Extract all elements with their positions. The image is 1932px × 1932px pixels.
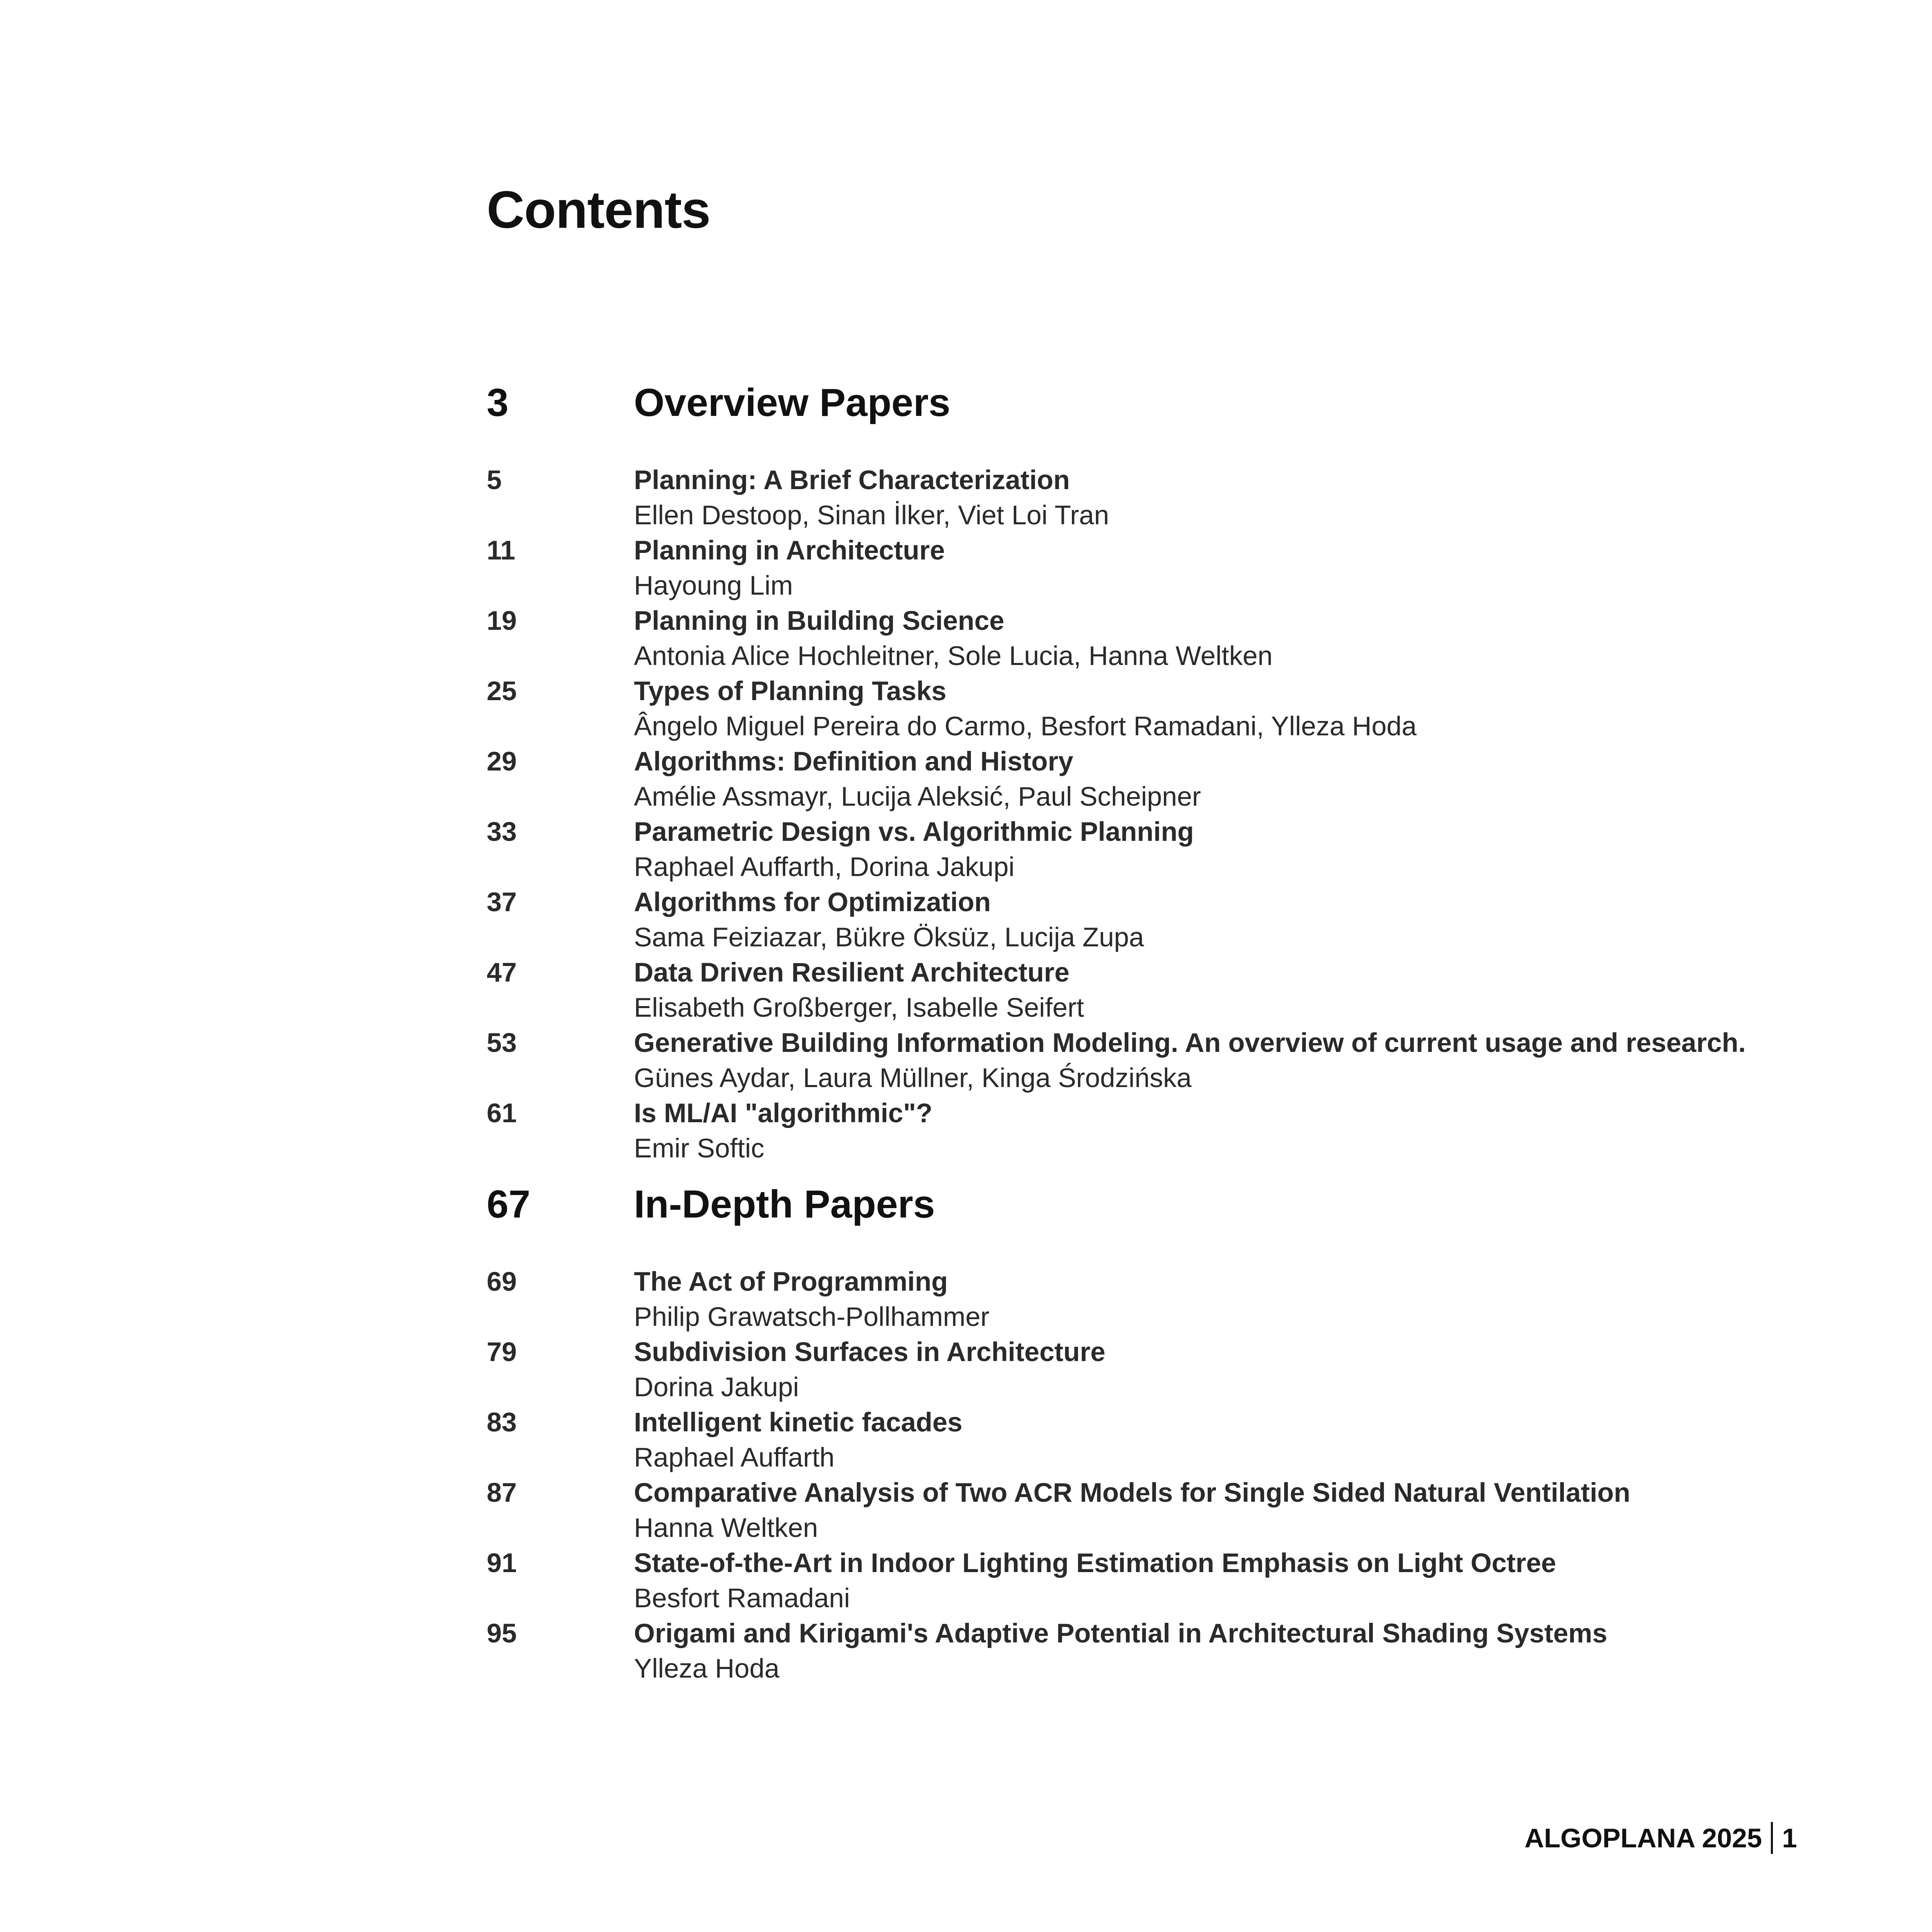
entry-authors: Emir Softic — [634, 1133, 765, 1163]
entry-authors: Philip Grawatsch-Pollhammer — [634, 1301, 990, 1332]
entry-authors: Besfort Ramadani — [634, 1583, 850, 1613]
toc-entry[interactable] — [487, 462, 1836, 532]
toc-section-overview — [487, 380, 1836, 1166]
entry-title: Algorithms: Definition and History — [634, 746, 1074, 776]
entry-authors: Raphael Auffarth, Dorina Jakupi — [634, 851, 1015, 882]
entry-page-number: 29 — [487, 746, 517, 776]
toc-entry[interactable] — [487, 1475, 1836, 1545]
entry-authors: Günes Aydar, Laura Müllner, Kinga Środzińska — [634, 1063, 1192, 1093]
entry-authors: Dorina Jakupi — [634, 1372, 799, 1402]
entry-page-number: 19 — [487, 605, 517, 636]
entry-title: Origami and Kirigami's Adaptive Potential in Architectural Shading Systems — [634, 1618, 1608, 1648]
section-page-number: 3 — [487, 381, 509, 425]
entry-authors: Raphael Auffarth — [634, 1442, 835, 1472]
toc-entry[interactable] — [487, 814, 1836, 884]
toc-entry[interactable] — [487, 744, 1836, 814]
section-heading[interactable] — [487, 380, 1836, 462]
entry-authors: Sama Feiziazar, Bükre Öksüz, Lucija Zupa — [634, 922, 1144, 952]
entry-title: Types of Planning Tasks — [634, 676, 947, 706]
toc-section-in-depth — [487, 1182, 1836, 1686]
entry-page-number: 37 — [487, 887, 517, 917]
toc-entry[interactable] — [487, 1334, 1836, 1404]
entry-page-number: 25 — [487, 676, 517, 706]
footer-separator — [1771, 1822, 1773, 1854]
toc-entry[interactable] — [487, 1404, 1836, 1475]
entry-authors: Amélie Assmayr, Lucija Aleksić, Paul Scheipner — [634, 781, 1201, 811]
entry-page-number: 11 — [487, 535, 515, 565]
entry-page-number: 5 — [487, 465, 502, 495]
table-of-contents — [487, 380, 1836, 1686]
entry-authors: Antonia Alice Hochleitner, Sole Lucia, Hanna Weltken — [634, 640, 1273, 671]
section-heading[interactable] — [487, 1182, 1836, 1264]
entry-page-number: 69 — [487, 1266, 517, 1296]
toc-entry[interactable] — [487, 1095, 1836, 1166]
entry-title: Algorithms for Optimization — [634, 887, 991, 917]
toc-entry[interactable] — [487, 884, 1836, 955]
entry-title: Planning in Building Science — [634, 605, 1004, 636]
footer-page-number: 1 — [1782, 1823, 1797, 1853]
entry-page-number: 79 — [487, 1337, 517, 1367]
entry-title: Planning in Architecture — [634, 535, 945, 565]
toc-entry[interactable] — [487, 532, 1836, 603]
entry-authors: Elisabeth Großberger, Isabelle Seifert — [634, 992, 1084, 1022]
toc-entry[interactable] — [487, 673, 1836, 744]
entry-title: State-of-the-Art in Indoor Lighting Estimation Emphasis on Light Octree — [634, 1548, 1556, 1578]
page-footer — [1525, 1822, 1797, 1854]
publication-name: ALGOPLANA 2025 — [1524, 1823, 1762, 1853]
entry-title: Planning: A Brief Characterization — [634, 465, 1070, 495]
section-title: Overview Papers — [634, 381, 950, 425]
toc-entry[interactable] — [487, 1615, 1836, 1686]
page-title: Contents — [487, 181, 710, 239]
entry-authors: Hanna Weltken — [634, 1512, 818, 1543]
toc-entry[interactable] — [487, 603, 1836, 673]
entry-page-number: 91 — [487, 1548, 517, 1578]
toc-entry[interactable] — [487, 955, 1836, 1025]
entry-authors: Ângelo Miguel Pereira do Carmo, Besfort Ramadani, Ylleza Hoda — [634, 711, 1417, 741]
entry-page-number: 83 — [487, 1407, 517, 1437]
entry-authors: Hayoung Lim — [634, 570, 793, 600]
entry-page-number: 95 — [487, 1618, 517, 1648]
entry-page-number: 47 — [487, 957, 517, 987]
entry-authors: Ylleza Hoda — [634, 1653, 780, 1683]
toc-entry[interactable] — [487, 1545, 1836, 1615]
entry-title: Generative Building Information Modeling. An overview of current usage and research. — [634, 1027, 1746, 1058]
section-title: In-Depth Papers — [634, 1182, 935, 1226]
entry-title: The Act of Programming — [634, 1266, 948, 1296]
entry-title: Subdivision Surfaces in Architecture — [634, 1337, 1105, 1367]
toc-entry[interactable] — [487, 1025, 1836, 1095]
entry-title: Parametric Design vs. Algorithmic Planning — [634, 816, 1194, 847]
entry-title: Data Driven Resilient Architecture — [634, 957, 1069, 987]
entry-page-number: 61 — [487, 1098, 517, 1128]
section-page-number: 67 — [487, 1182, 530, 1226]
entry-page-number: 53 — [487, 1027, 517, 1058]
entry-authors: Ellen Destoop, Sinan İlker, Viet Loi Tran — [634, 500, 1109, 530]
entry-page-number: 33 — [487, 816, 517, 847]
entry-page-number: 87 — [487, 1477, 517, 1507]
entry-title: Intelligent kinetic facades — [634, 1407, 963, 1437]
entry-title: Is ML/AI "algorithmic"? — [634, 1098, 932, 1128]
entry-title: Comparative Analysis of Two ACR Models for Single Sided Natural Ventilation — [634, 1477, 1631, 1507]
toc-entry[interactable] — [487, 1264, 1836, 1334]
